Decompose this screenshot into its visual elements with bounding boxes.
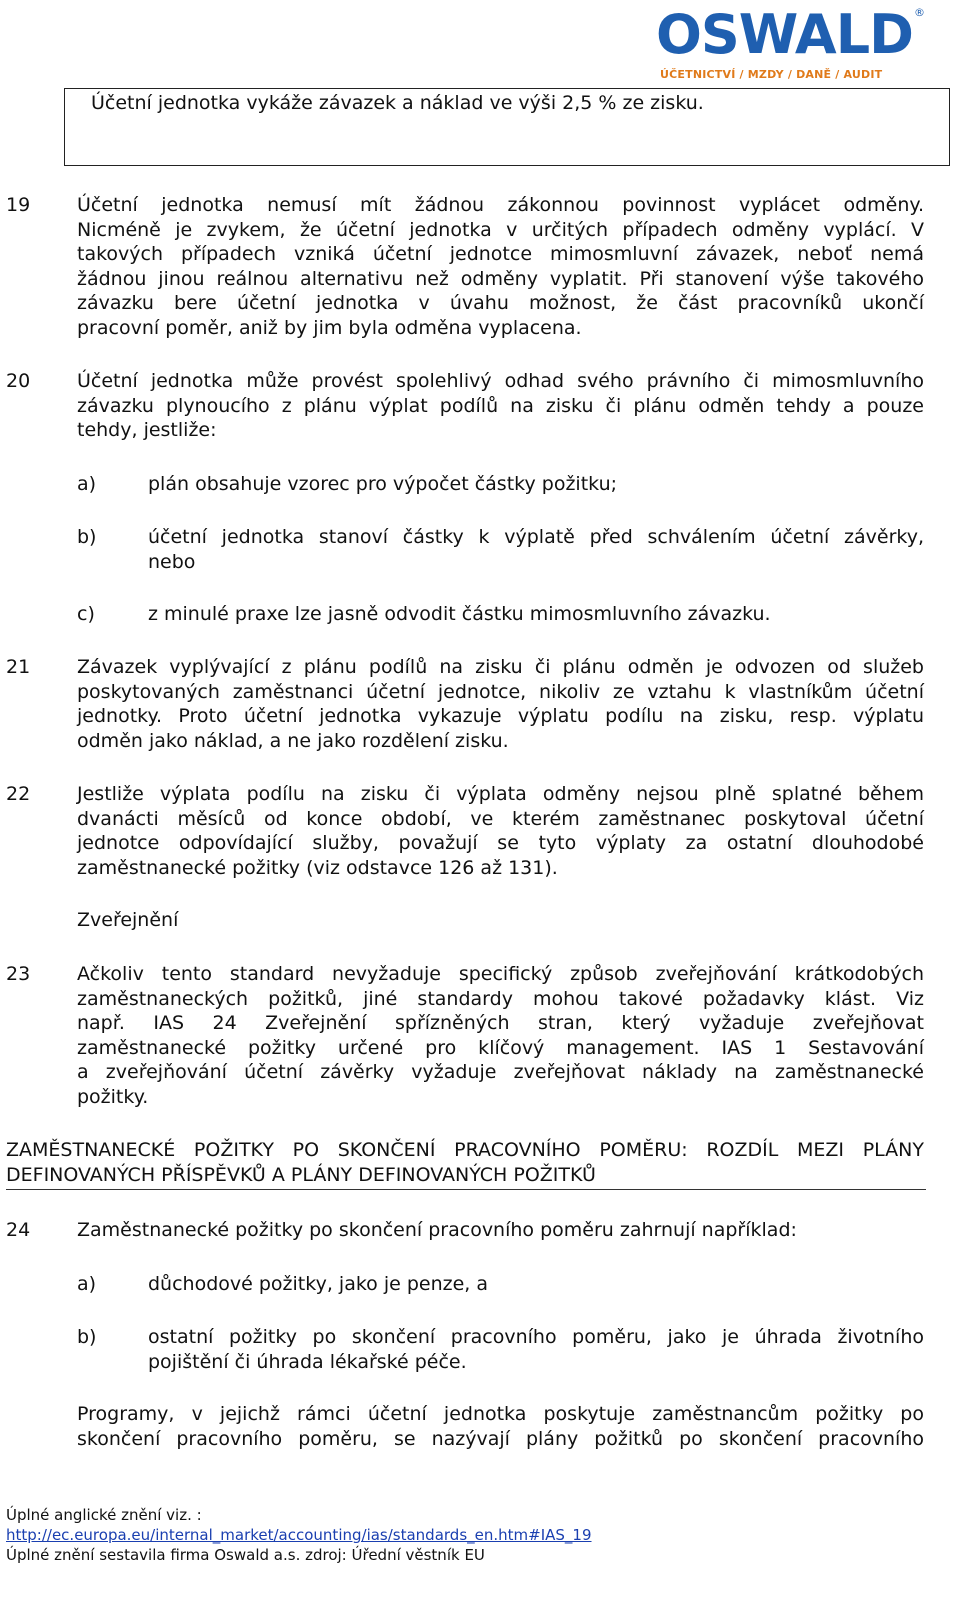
list-item-text bbox=[148, 472, 924, 497]
paragraph-text bbox=[77, 369, 924, 443]
paragraph-text bbox=[77, 1218, 924, 1243]
logo-registered-mark: ® bbox=[914, 6, 925, 19]
list-item-text bbox=[148, 525, 924, 574]
text-line: Účetní jednotka nemusí mít žádnou zákonnou povinnost vyplácet odměny. bbox=[77, 194, 924, 216]
text-line: žádnou jinou reálnou alternativu než odměny vyplatit. Při stanovení výše takového bbox=[77, 267, 924, 290]
section-heading-line: DEFINOVANÝCH PŘÍSPĚVKŮ A PLÁNY DEFINOVANÝCH POŽITKŮ bbox=[6, 1163, 596, 1186]
oswald-logo bbox=[656, 4, 926, 88]
paragraph-number: 23 bbox=[6, 963, 31, 985]
paragraph-text bbox=[77, 962, 924, 1110]
list-item-label: a) bbox=[77, 473, 97, 495]
text-line: skončení pracovního poměru, se nazývají plány požitků po skončení pracovního bbox=[77, 1427, 924, 1450]
text-line: plán obsahuje vzorec pro výpočet částky požitku; bbox=[148, 473, 618, 495]
text-line: jednotky. Proto účetní jednotka vykazuje výplatu podílu na zisku, resp. výplatu bbox=[77, 705, 924, 728]
list-item-text bbox=[148, 1325, 924, 1374]
text-line: Účetní jednotka může provést spolehlivý odhad svého právního či mimosmluvního bbox=[77, 370, 924, 392]
text-line: takových případech vzniká účetní jednotce mimosmluvní závazek, neboť nemá bbox=[77, 243, 924, 266]
paragraph-number: 24 bbox=[6, 1219, 31, 1241]
text-line: nebo bbox=[148, 550, 196, 573]
text-line: důchodové požitky, jako je penze, a bbox=[148, 1273, 489, 1295]
text-line: ostatní požitky po skončení pracovního poměru, jako je úhrada životního bbox=[148, 1326, 924, 1348]
text-line: zaměstnaneckých požitků, jiné standardy mohou takové požadavky klást. Viz bbox=[77, 987, 924, 1010]
text-line: Nicméně je zvykem, že účetní jednotka v určitých případech odměny vyplácí. V bbox=[77, 218, 924, 241]
text-line: poskytovaných zaměstnanci účetní jednotce, nikoliv ze vztahu k vlastníkům účetní bbox=[77, 680, 924, 703]
text-line: zaměstnanecké požitky určené pro klíčový management. IAS 1 Sestavování bbox=[77, 1036, 924, 1059]
text-line: odměn jako náklad, a ne jako rozdělení zisku. bbox=[77, 729, 509, 752]
paragraph-number: 22 bbox=[6, 783, 31, 805]
text-line: pracovní poměr, aniž by jim byla odměna vyplacena. bbox=[77, 316, 582, 339]
footer-source-link[interactable]: http://ec.europa.eu/internal_market/accounting/ias/standards_en.htm#IAS_19 bbox=[6, 1526, 592, 1544]
list-item-label: b) bbox=[77, 1326, 97, 1348]
list-item-label: b) bbox=[77, 526, 97, 548]
text-line: např. IAS 24 Zveřejnění spřízněných stran, který vyžaduje zveřejňovat bbox=[77, 1012, 924, 1035]
list-item-text bbox=[148, 1272, 924, 1297]
list-item-label: c) bbox=[77, 603, 95, 625]
text-line: jednotce odpovídající služby, považují se tyto výplaty za ostatní dlouhodobé bbox=[77, 832, 924, 855]
text-line: Programy, v jejichž rámci účetní jednotka poskytuje zaměstnancům požitky po bbox=[77, 1403, 924, 1425]
text-line: tehdy, jestliže: bbox=[77, 419, 217, 442]
paragraph-number: 20 bbox=[6, 370, 31, 392]
paragraph-text bbox=[77, 193, 924, 341]
text-line: Jestliže výplata podílu na zisku či výplata odměny nejsou plně splatné během bbox=[77, 783, 924, 805]
text-line: Ačkoliv tento standard nevyžaduje specifický způsob zveřejňování krátkodobých bbox=[77, 963, 924, 985]
text-line: účetní jednotka stanoví částky k výplatě před schválením účetní závěrky, bbox=[148, 526, 924, 548]
section-divider bbox=[6, 1189, 926, 1190]
text-line: pojištění či úhrada lékařské péče. bbox=[148, 1350, 467, 1373]
text-line: Závazek vyplývající z plánu podílů na zisku či plánu odměn je odvozen od služeb bbox=[77, 656, 924, 678]
text-line: dvanácti měsíců od konce období, ve kterém zaměstnanec poskytoval účetní bbox=[77, 807, 924, 830]
section-heading-line: ZAMĚSTNANECKÉ POŽITKY PO SKONČENÍ PRACOVNÍHO POMĚRU: ROZDÍL MEZI PLÁNY bbox=[6, 1139, 924, 1161]
paragraph-text bbox=[77, 782, 924, 880]
logo-tagline: ÚČETNICTVÍ / MZDY / DANĚ / AUDIT bbox=[660, 68, 883, 81]
text-line: závazku bere účetní jednotka v úvahu možnost, že část pracovníků ukončí bbox=[77, 292, 924, 315]
footer-link-line bbox=[6, 1526, 592, 1545]
paragraph-text bbox=[77, 1402, 924, 1451]
list-item-label: a) bbox=[77, 1273, 97, 1295]
example-box bbox=[64, 88, 950, 166]
footer-note: Úplné anglické znění viz. : bbox=[6, 1506, 202, 1524]
text-line: zaměstnanecké požitky (viz odstavce 126 až 131). bbox=[77, 856, 558, 879]
paragraph-number: 21 bbox=[6, 656, 31, 678]
list-item-text bbox=[148, 602, 924, 627]
text-line: závazku plynoucího z plánu výplat podílů na zisku či plánu odměn tehdy a pouze bbox=[77, 394, 924, 417]
subheading-disclosure: Zveřejnění bbox=[77, 909, 179, 931]
paragraph-text bbox=[77, 655, 924, 753]
section-heading bbox=[6, 1138, 924, 1187]
text-line: požitky. bbox=[77, 1085, 149, 1108]
logo-wordmark: OSWALD bbox=[656, 3, 913, 66]
text-line: z minulé praxe lze jasně odvodit částku mimosmluvního závazku. bbox=[148, 603, 771, 625]
footer-source: Úplné znění sestavila firma Oswald a.s. zdroj: Úřední věstník EU bbox=[6, 1546, 485, 1564]
example-box-text: Účetní jednotka vykáže závazek a náklad ve výši 2,5 % ze zisku. bbox=[91, 92, 704, 114]
text-line: Zaměstnanecké požitky po skončení pracovního poměru zahrnují například: bbox=[77, 1219, 797, 1241]
text-line: a zveřejňování účetní závěrky vyžaduje zveřejňovat náklady na zaměstnanecké bbox=[77, 1061, 924, 1084]
paragraph-number: 19 bbox=[6, 194, 31, 216]
